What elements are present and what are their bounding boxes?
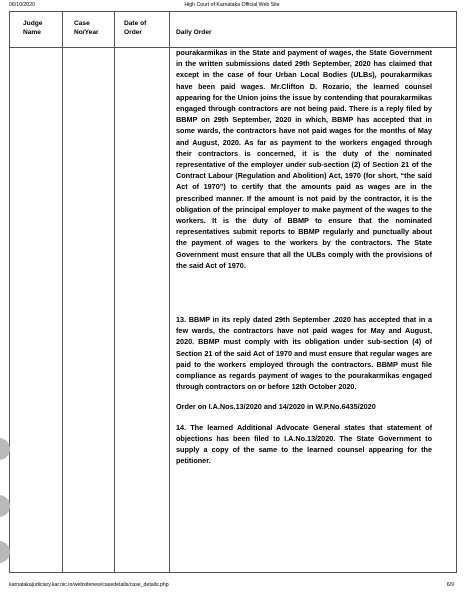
daily-order-table: [9, 11, 457, 573]
ia-order-heading: Order on I.A.Nos.13/2020 and 14/2020 in W.P.No.6435/2020: [176, 402, 376, 412]
page-url: karnatakajudiciary.kar.nic.in/websitenew/casedetails/case_details.php: [9, 582, 169, 588]
column-divider: [62, 12, 63, 572]
paragraph-12-continued: pourakarmikas in the State and payment of wages, the State Government in the written submissions dated 29th September, 2020 has claimed that except in the case of four Urban Local Bodies (ULBs), pourakarmikas have been paid wages. Mr.Clifton D. Rozario, the learned counsel appearing for the Union joins the issue by contending that pourakarmikas engaged through contractors are not being paid. There is a reply filed by BBMP on 29th September, 2020 in which, BBMP has accepted that in some wards, the contractors have not paid wages for the months of May and August, 2020. As far as payment to the workers engaged through their contractors is concerned, it is the duty of the nominated representative of the employer under sub-section (2) of Section 21 of the Contract Labour (Regulation and Abolition) Act, 1970 (for short, “the said Act of 1970”) to certify that the amounts paid as wages are in the prescribed manner. If the amount is not paid by the contractor, it is the obligation of the principal employer to make payment of the wages to the workers. It is the duty of BBMP to ensure that the nominated representatives submit reports to BBMP regularly and punctually about the payment of wages to the workers by the contractors. The State Government must ensure that all the ULBs comply with the provisions of the said Act of 1970.: [176, 48, 432, 270]
paragraph-14: 14. The learned Additional Advocate General states that statement of objections has been filed to I.A.No.13/2020. The State Government to supply a copy of the same to the learned counsel appearing for the petitioner.: [176, 422, 432, 466]
column-header-daily-order: Daily Order: [176, 29, 212, 36]
site-title: High Court of Karnataka Official Web Site: [184, 2, 280, 8]
column-header-date-of-order: Date of Order: [124, 20, 147, 36]
page-number: 6/9: [446, 582, 454, 588]
column-divider: [169, 12, 170, 572]
daily-order-text: [176, 47, 432, 467]
print-date: 06/10/2020: [9, 2, 35, 8]
column-header-judge-name: Judge Name: [23, 20, 43, 36]
column-divider: [114, 12, 115, 572]
paragraph-13: 13. BBMP in its reply dated 29th September .2020 has accepted that in a few wards, the contractors have not paid wages for May and August, 2020. BBMP must comply with its obligation under sub-section (4) of Section 21 of the said Act of 1970 and must ensure that regular wages are paid to the workers employed through the contractors. BBMP must file compliance as regards payment of wages to the pourakarmikas engaged through contractors on or before 12th October 2020.: [176, 315, 432, 392]
column-header-case-no: Case No/Year: [74, 20, 99, 36]
